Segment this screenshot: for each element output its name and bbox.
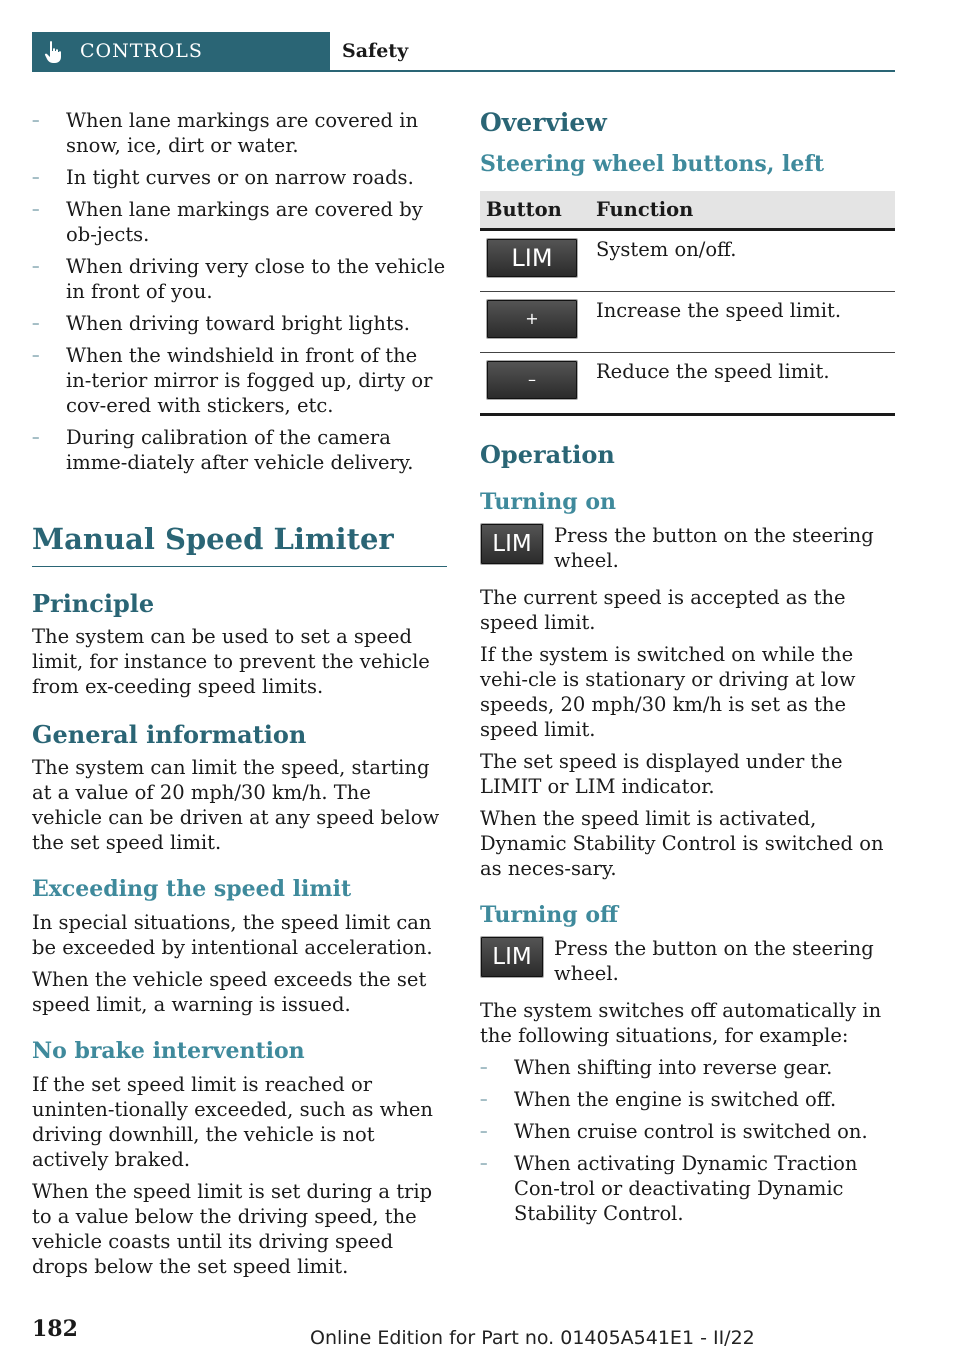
page-number: 182 [32, 1316, 78, 1342]
turning-on-heading: Turning on [480, 489, 616, 515]
nobrake-text-1: If the set speed limit is reached or uninten-tionally exceeded, such as when driving downhill, the vehicle is not actively braked. [32, 1073, 433, 1171]
lim-button-icon: LIM [486, 238, 578, 278]
list-item: – In tight curves or on narrow roads. [32, 165, 447, 190]
lim-button-icon: LIM [480, 936, 544, 978]
overview-heading: Overview [480, 108, 607, 137]
function-cell: Increase the speed limit. [590, 292, 895, 353]
function-cell: System on/off. [590, 230, 895, 292]
column-header-function: Function [590, 191, 895, 230]
turning-off-text: The system switches off automatically in the following situations, for example: [480, 999, 882, 1047]
table-row [480, 292, 895, 353]
nobrake-heading: No brake intervention [32, 1038, 305, 1064]
list-item: – During calibration of the camera imme-diately after vehicle delivery. [32, 425, 447, 475]
table-row [480, 230, 895, 292]
list-item: – When shifting into reverse gear. [480, 1055, 895, 1080]
switch-off-list [480, 1055, 895, 1226]
turning-on-text-4: When the speed limit is activated, Dynamic Stability Control is switched on as neces-sary. [480, 807, 884, 880]
turning-on-key-text: Press the button on the steering wheel. [554, 524, 874, 572]
exceeding-heading: Exceeding the speed limit [32, 876, 352, 902]
button-cell [480, 230, 590, 292]
column-header-button: Button [480, 191, 590, 230]
turning-on-text-3: The set speed is displayed under the LIMIT or LIM indicator. [480, 750, 843, 798]
general-text: The system can limit the speed, starting at a value of 20 mph/30 km/h. The vehicle can be driven at any speed below the set speed limit. [32, 756, 440, 854]
function-cell: Reduce the speed limit. [590, 353, 895, 415]
list-item: – When the windshield in front of the in-terior mirror is fogged up, dirty or cov-ered with stickers, etc. [32, 343, 447, 418]
lim-button-icon: LIM [480, 523, 544, 565]
plus-button-icon: + [486, 299, 578, 339]
minus-button-icon: – [486, 360, 578, 400]
turning-on-text-1: The current speed is accepted as the speed limit. [480, 586, 846, 634]
general-heading: General information [32, 720, 307, 749]
list-item: – When the engine is switched off. [480, 1087, 895, 1112]
list-item: – When activating Dynamic Traction Con-trol or deactivating Dynamic Stability Control. [480, 1151, 895, 1226]
table-row [480, 353, 895, 415]
section-label: CONTROLS [80, 40, 203, 62]
exceeding-text-2: When the vehicle speed exceeds the set speed limit, a warning is issued. [32, 968, 427, 1016]
turning-on-key-row [480, 523, 895, 575]
section-tab [32, 32, 330, 70]
button-table [480, 191, 895, 416]
list-item: – When lane markings are covered by ob-jects. [32, 197, 447, 247]
steering-heading: Steering wheel buttons, left [480, 151, 825, 177]
turning-on-text-2: If the system is switched on while the vehi-cle is stationary or driving at low speeds, 20 mph/30 km/h is set as the speed limit. [480, 643, 856, 741]
list-item: – When driving toward bright lights. [32, 311, 447, 336]
pointing-hand-icon [42, 40, 64, 64]
right-column [480, 108, 895, 1233]
principle-text: The system can be used to set a speed limit, for instance to prevent the vehicle from ex-ceeding speed limits. [32, 625, 430, 698]
turning-off-key-text: Press the button on the steering wheel. [554, 937, 874, 985]
nobrake-text-2: When the speed limit is set during a trip to a value below the driving speed, the vehicle coasts until its driving speed drops below the set speed limit. [32, 1180, 433, 1278]
limitation-list [32, 108, 447, 475]
principle-heading: Principle [32, 589, 155, 618]
page-header [32, 32, 895, 72]
left-column [32, 108, 447, 1286]
edition-footer: Online Edition for Part no. 01405A541E1 - II/22 [310, 1327, 755, 1349]
operation-heading: Operation [480, 440, 615, 469]
button-cell [480, 353, 590, 415]
list-item: – When lane markings are covered in snow, ice, dirt or water. [32, 108, 447, 158]
button-cell [480, 292, 590, 353]
list-item: – When cruise control is switched on. [480, 1119, 895, 1144]
section-title: Manual Speed Limiter [32, 522, 447, 567]
turning-off-key-row [480, 936, 895, 988]
chapter-label: Safety [342, 40, 409, 62]
turning-off-heading: Turning off [480, 902, 619, 928]
exceeding-text-1: In special situations, the speed limit can be exceeded by intentional acceleration. [32, 911, 433, 959]
list-item: – When driving very close to the vehicle in front of you. [32, 254, 447, 304]
